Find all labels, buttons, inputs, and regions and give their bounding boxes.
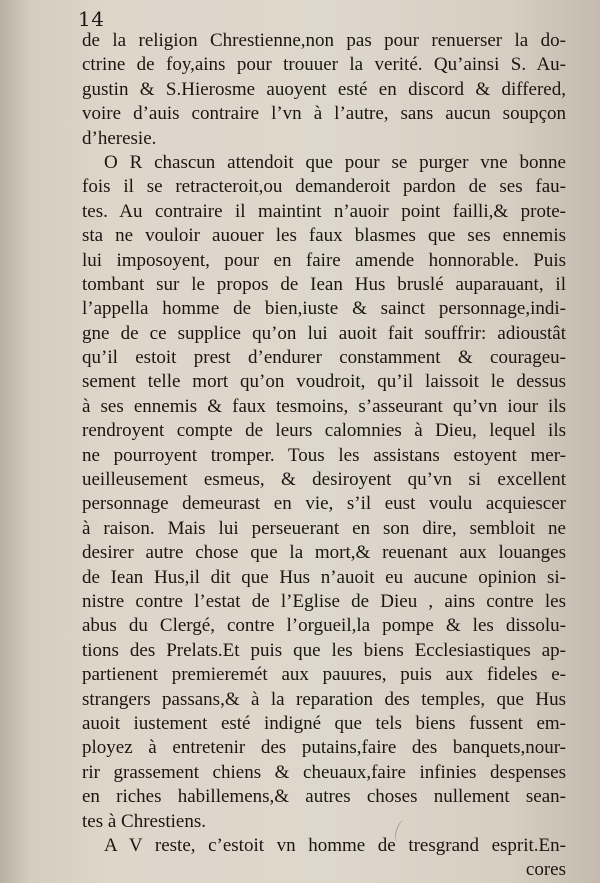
text-line: desirer autre chose que la mort,& reuenant aux louanges bbox=[82, 542, 566, 564]
text-line: abus du Clergé, contre l’orgueil,la pompe & les dissolu- bbox=[82, 615, 566, 637]
text-line: tes à Chrestiens. bbox=[82, 810, 207, 832]
text-line: lui imposoyent, pour en faire amende honnorable. Puis bbox=[82, 249, 566, 271]
text-line: à ses ennemis & faux tesmoins, s’asseurant qu’vn iour ils bbox=[82, 395, 566, 417]
text-line: fois il se retracteroit,ou demanderoit pardon de ses fau- bbox=[82, 176, 566, 198]
text-line: en riches habillemens,& autres choses nullement sean- bbox=[82, 786, 566, 808]
text-line: nistre contre l’estat de l’Eglise de Dieu , ains contre les bbox=[82, 590, 566, 612]
text-line: l’appella homme de bien,iuste & sainct personnage,indi- bbox=[82, 298, 566, 320]
text-line: de Iean Hus,il dit que Hus n’auoit eu aucune opinion si- bbox=[82, 566, 566, 588]
text-line: tombant sur le propos de Iean Hus bruslé auparauant, il bbox=[82, 273, 566, 295]
text-line: de la religion Chrestienne,non pas pour renuerser la do- bbox=[82, 30, 566, 51]
text-line: d’heresie. bbox=[82, 127, 157, 149]
body-text bbox=[82, 29, 566, 883]
text-line: rendroyent compte de leurs calomnies à Dieu, lequel ils bbox=[82, 420, 566, 442]
text-line: ctrine de foy,ains pour trouuer la verité. Qu’ainsi S. Au- bbox=[82, 54, 566, 76]
text-line: sta ne vouloir auouer les faux blasmes que ses ennemis bbox=[82, 225, 566, 247]
text-line: tions des Prelats.Et puis que les biens Ecclesiastiques ap- bbox=[82, 639, 566, 661]
text-line: auoit iustement esté indigné que tels biens fussent em- bbox=[82, 712, 566, 734]
text-line: cores bbox=[525, 859, 566, 881]
text-line: ployez à entretenir des putains,faire des banquets,nour- bbox=[82, 737, 566, 759]
text-line: ne pourroyent tromper. Tous les assistans estoyent mer- bbox=[82, 444, 566, 466]
text-line: A V reste, c’estoit vn homme de tresgrand esprit.En- bbox=[104, 834, 566, 856]
text-line: tes. Au contraire il maintint n’auoir point failli,& prote- bbox=[82, 200, 566, 222]
text-line: rir grassement chiens & cheuaux,faire infinies despenses bbox=[82, 761, 566, 783]
text-line: voire d’auis contraire l’vn à l’autre, sans aucun soupçon bbox=[82, 103, 566, 125]
text-line: strangers passans,& à la reparation des temples, que Hus bbox=[82, 688, 566, 710]
text-line: personnage demeurast en vie, s’il eust voulu acquiescer bbox=[82, 493, 566, 515]
text-line: à raison. Mais lui perseuerant en son dire, sembloit ne bbox=[82, 517, 566, 539]
text-line: gne de ce supplice qu’on lui auoit fait souffrir: adioustât bbox=[82, 322, 566, 344]
page-number: 14 bbox=[78, 7, 105, 31]
text-line: qu’il estoit prest d’endurer constamment & courageu- bbox=[82, 347, 566, 369]
text-line: partienent premieremét aux pauures, puis aux fideles e- bbox=[82, 664, 566, 686]
text-line: ueilleusement esmeus, & desiroyent qu’vn si excellent bbox=[82, 469, 566, 491]
text-line: sement telle mort qu’on voudroit, qu’il laissoit le dessus bbox=[82, 371, 566, 393]
text-line: O R chascun attendoit que pour se purger vne bonne bbox=[104, 151, 566, 173]
text-line: gustin & S.Hierosme auoyent esté en discord & differed, bbox=[82, 78, 566, 100]
